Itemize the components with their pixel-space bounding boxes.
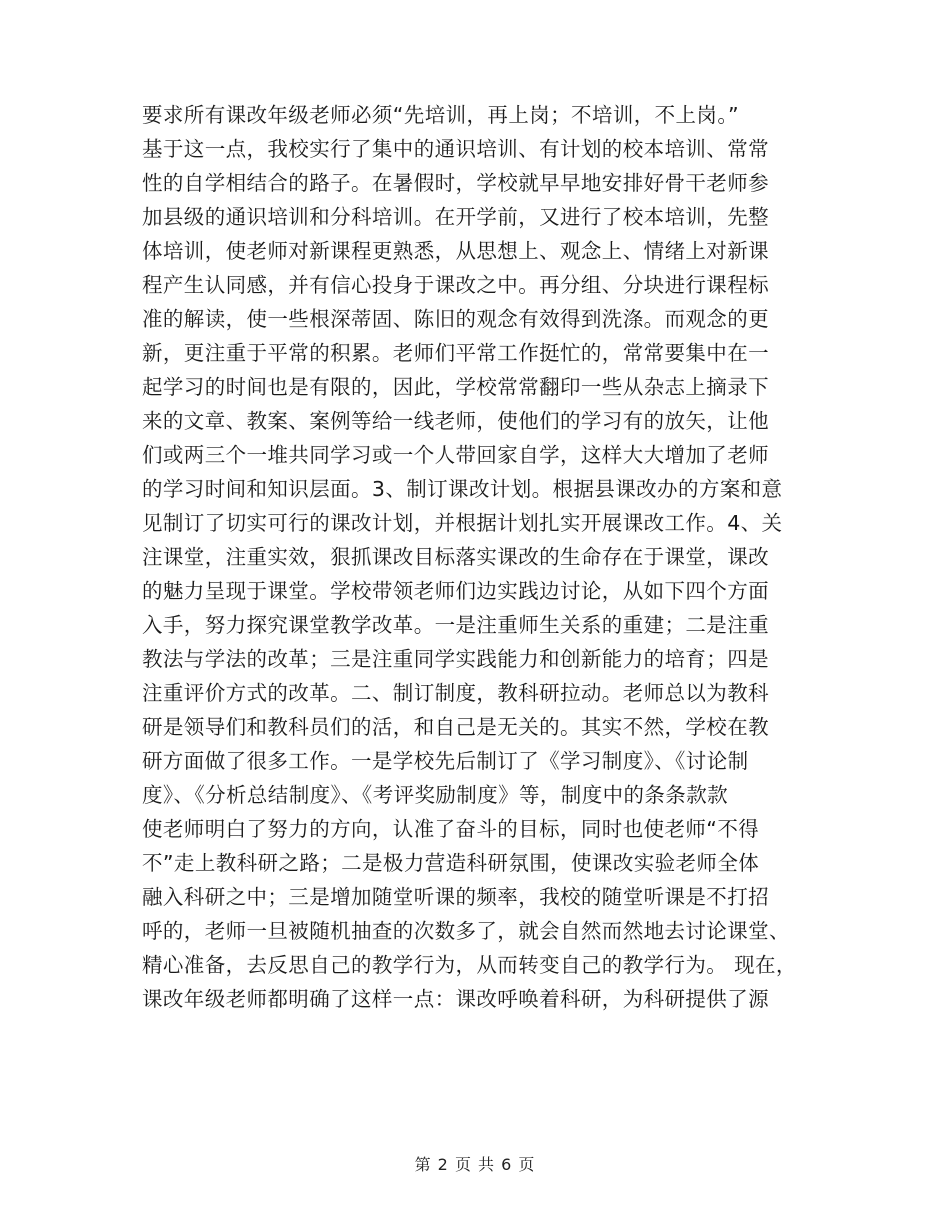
text-line: 新，更注重于平常的积累。老师们平常工作挺忙的，常常要集中在一 [142, 341, 769, 365]
text-line: 研方面做了很多工作。一是学校先后制订了《学习制度》、《讨论制 [142, 749, 749, 773]
text-line: 度》、《分析总结制度》、《考评奖励制度》等，制度中的条条款款 [142, 783, 728, 807]
text-line: 体培训，使老师对新课程更熟悉，从思想上、观念上、情绪上对新课 [142, 239, 769, 263]
text-line: 使老师明白了努力的方向，认准了奋斗的目标，同时也使老师“不得 [142, 817, 760, 841]
body-text [142, 98, 822, 1016]
text-line: 们或两三个一堆共同学习或一个人带回家自学，这样大大增加了老师 [142, 443, 769, 467]
text-line: 准的解读，使一些根深蒂固、陈旧的观念有效得到洗涤。而观念的更 [142, 307, 769, 331]
text-line: 见制订了切实可行的课改计划，并根据计划扎实开展课改工作。4、关 [142, 511, 783, 535]
text-line: 教法与学法的改革；三是注重同学实践能力和创新能力的培育；四是 [142, 647, 769, 671]
text-line: 入手，努力探究课堂教学改革。一是注重师生关系的重建；二是注重 [142, 613, 769, 637]
text-line: 程产生认同感，并有信心投身于课改之中。再分组、分块进行课程标 [142, 273, 769, 297]
text-line: 起学习的时间也是有限的，因此，学校常常翻印一些从杂志上摘录下 [142, 375, 769, 399]
text-line: 注课堂，注重实效，狠抓课改目标落实课改的生命存在于课堂，课改 [142, 545, 769, 569]
text-line: 呼的，老师一旦被随机抽查的次数多了，就会自然而然地去讨论课堂、 [142, 919, 790, 943]
text-line: 来的文章、教案、案例等给一线老师，使他们的学习有的放矢，让他 [142, 409, 769, 433]
text-line: 加县级的通识培训和分科培训。在开学前，又进行了校本培训，先整 [142, 205, 769, 229]
page-footer: 第 2 页 共 6 页 [414, 1155, 536, 1174]
text-line: 的魅力呈现于课堂。学校带领老师们边实践边讨论，从如下四个方面 [142, 579, 769, 603]
text-line: 性的自学相结合的路子。在暑假时，学校就早早地安排好骨干老师参 [142, 171, 769, 195]
text-line: 融入科研之中；三是增加随堂听课的频率，我校的随堂听课是不打招 [142, 885, 769, 909]
text-line: 课改年级老师都明确了这样一点：课改呼唤着科研，为科研提供了源 [142, 987, 769, 1011]
text-line: 精心准备，去反思自己的教学行为，从而转变自己的教学行为。 现在， [142, 953, 797, 977]
text-line: 的学习时间和知识层面。3、制订课改计划。根据县课改办的方案和意 [142, 477, 783, 501]
text-line: 不”走上教科研之路；二是极力营造科研氛围，使课改实验老师全体 [142, 851, 760, 875]
text-line: 基于这一点，我校实行了集中的通识培训、有计划的校本培训、常常 [142, 137, 769, 161]
text-line: 注重评价方式的改革。二、制订制度，教科研拉动。老师总以为教科 [142, 681, 769, 705]
text-line: 研是领导们和教科员们的活，和自己是无关的。其实不然，学校在教 [142, 715, 769, 739]
text-line: 要求所有课改年级老师必须“先培训，再上岗；不培训，不上岗。” [142, 103, 739, 127]
